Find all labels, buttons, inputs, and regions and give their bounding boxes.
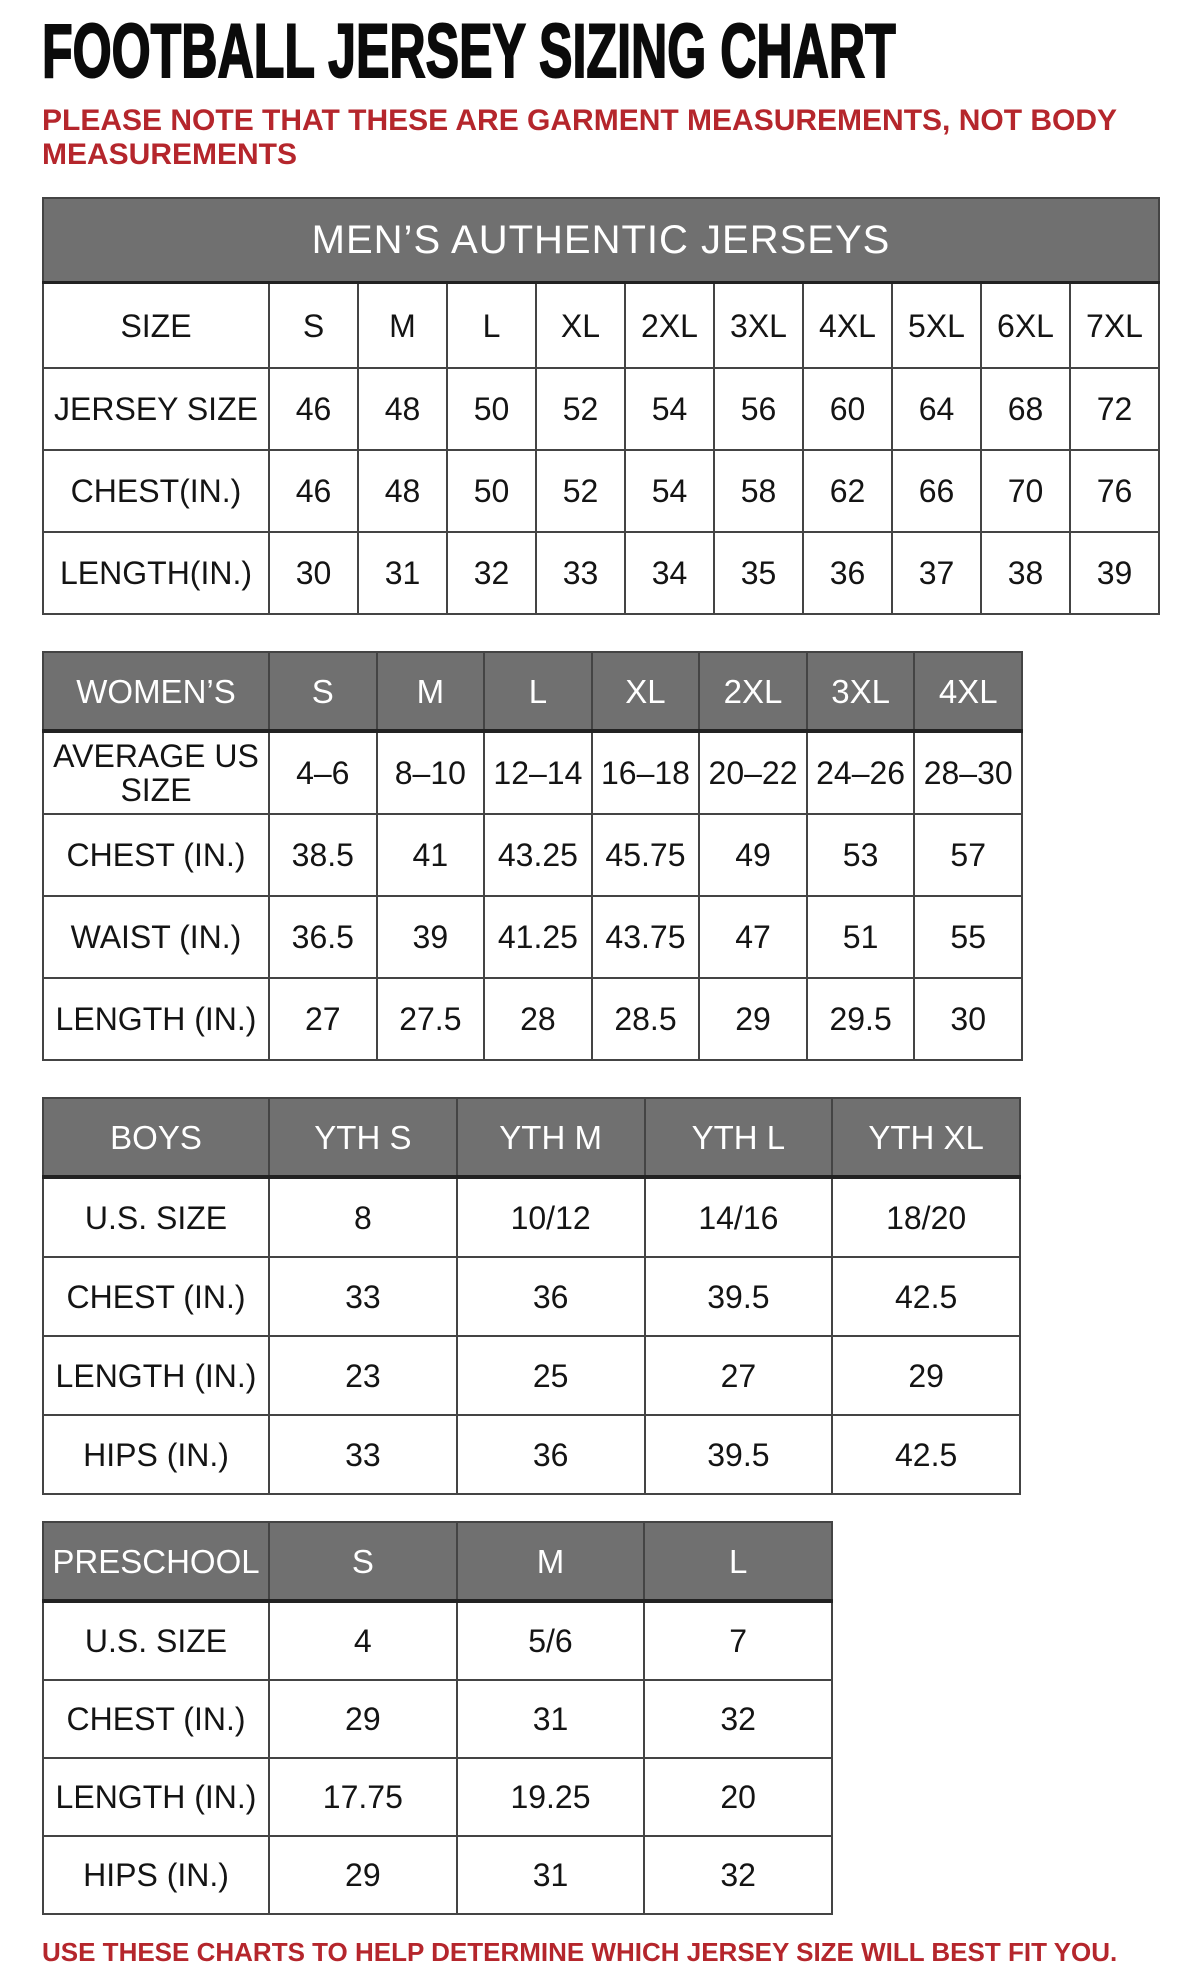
size-cell: 25 — [457, 1336, 645, 1415]
row-label: HIPS (IN.) — [43, 1836, 269, 1914]
size-cell: 28.5 — [592, 978, 700, 1060]
size-cell: 20 — [644, 1758, 832, 1836]
column-header: 4XL — [803, 283, 892, 369]
size-cell: 27.5 — [377, 978, 485, 1060]
page-title: FOOTBALL JERSEY SIZING CHART — [42, 9, 896, 94]
size-cell: 32 — [644, 1836, 832, 1914]
size-cell: 29 — [269, 1680, 457, 1758]
size-cell: 8–10 — [377, 731, 485, 814]
size-cell: 37 — [892, 532, 981, 614]
row-label: CHEST (IN.) — [43, 1257, 269, 1336]
size-cell: 51 — [807, 896, 915, 978]
size-cell: 54 — [625, 368, 714, 450]
size-cell: 33 — [269, 1415, 457, 1494]
row-label: U.S. SIZE — [43, 1601, 269, 1680]
size-cell: 39 — [377, 896, 485, 978]
table-banner: MEN’S AUTHENTIC JERSEYS — [43, 198, 1159, 283]
column-header: S — [269, 652, 377, 731]
size-cell: 33 — [269, 1257, 457, 1336]
size-cell: 29 — [699, 978, 807, 1060]
size-cell: 62 — [803, 450, 892, 532]
size-cell: 32 — [644, 1680, 832, 1758]
size-cell: 66 — [892, 450, 981, 532]
garment-measurement-note: PLEASE NOTE THAT THESE ARE GARMENT MEASUREMENTS, NOT BODY MEASUREMENTS — [42, 104, 1117, 171]
size-cell: 39.5 — [645, 1415, 833, 1494]
size-cell: 27 — [269, 978, 377, 1060]
row-label: JERSEY SIZE — [43, 368, 269, 450]
size-cell: 31 — [457, 1680, 645, 1758]
size-cell: 43.75 — [592, 896, 700, 978]
column-header: 4XL — [914, 652, 1022, 731]
column-header: 6XL — [981, 283, 1070, 369]
size-cell: 60 — [803, 368, 892, 450]
size-cell: 35 — [714, 532, 803, 614]
size-cell: 14/16 — [645, 1177, 833, 1257]
column-header: 2XL — [699, 652, 807, 731]
size-cell: 45.75 — [592, 814, 700, 896]
size-cell: 29 — [269, 1836, 457, 1914]
size-cell: 46 — [269, 450, 358, 532]
size-cell: 48 — [358, 368, 447, 450]
size-cell: 41.25 — [484, 896, 592, 978]
size-cell: 49 — [699, 814, 807, 896]
size-cell: 72 — [1070, 368, 1159, 450]
size-cell: 30 — [269, 532, 358, 614]
size-cell: 54 — [625, 450, 714, 532]
column-header: 5XL — [892, 283, 981, 369]
row-label: LENGTH(IN.) — [43, 532, 269, 614]
size-cell: 27 — [645, 1336, 833, 1415]
size-cell: 42.5 — [832, 1415, 1020, 1494]
size-cell: 52 — [536, 450, 625, 532]
size-cell: 58 — [714, 450, 803, 532]
size-cell: 17.75 — [269, 1758, 457, 1836]
size-cell: 53 — [807, 814, 915, 896]
size-cell: 10/12 — [457, 1177, 645, 1257]
size-cell: 28 — [484, 978, 592, 1060]
size-cell: 8 — [269, 1177, 457, 1257]
column-header: S — [269, 1522, 457, 1601]
column-header: 3XL — [714, 283, 803, 369]
column-header: 7XL — [1070, 283, 1159, 369]
size-cell: 42.5 — [832, 1257, 1020, 1336]
size-cell: 18/20 — [832, 1177, 1020, 1257]
column-header: YTH XL — [832, 1098, 1020, 1177]
row-label: U.S. SIZE — [43, 1177, 269, 1257]
womens-sizing-table — [42, 651, 1023, 1061]
size-cell: 33 — [536, 532, 625, 614]
size-cell: 43.25 — [484, 814, 592, 896]
size-cell: 48 — [358, 450, 447, 532]
size-cell: 76 — [1070, 450, 1159, 532]
size-cell: 31 — [457, 1836, 645, 1914]
size-cell: 36 — [457, 1415, 645, 1494]
size-cell: 36.5 — [269, 896, 377, 978]
size-cell: 39 — [1070, 532, 1159, 614]
column-header: XL — [592, 652, 700, 731]
column-header: PRESCHOOL — [43, 1522, 269, 1601]
size-cell: 38.5 — [269, 814, 377, 896]
column-header: XL — [536, 283, 625, 369]
column-header: YTH L — [645, 1098, 833, 1177]
column-header: L — [644, 1522, 832, 1601]
column-header: YTH S — [269, 1098, 457, 1177]
row-label: AVERAGE US SIZE — [43, 731, 269, 814]
size-cell: 28–30 — [914, 731, 1022, 814]
size-cell: 5/6 — [457, 1601, 645, 1680]
row-label: HIPS (IN.) — [43, 1415, 269, 1494]
size-cell: 68 — [981, 368, 1070, 450]
size-cell: 23 — [269, 1336, 457, 1415]
column-header: M — [377, 652, 485, 731]
size-cell: 29.5 — [807, 978, 915, 1060]
size-cell: 4 — [269, 1601, 457, 1680]
column-header: 2XL — [625, 283, 714, 369]
column-header: S — [269, 283, 358, 369]
size-cell: 64 — [892, 368, 981, 450]
size-cell: 7 — [644, 1601, 832, 1680]
size-cell: 30 — [914, 978, 1022, 1060]
column-header: L — [447, 283, 536, 369]
column-header: BOYS — [43, 1098, 269, 1177]
column-header: WOMEN’S — [43, 652, 269, 731]
size-cell: 12–14 — [484, 731, 592, 814]
row-label: LENGTH (IN.) — [43, 1758, 269, 1836]
size-cell: 47 — [699, 896, 807, 978]
size-cell: 41 — [377, 814, 485, 896]
row-label: CHEST (IN.) — [43, 814, 269, 896]
size-cell: 55 — [914, 896, 1022, 978]
size-cell: 52 — [536, 368, 625, 450]
size-cell: 57 — [914, 814, 1022, 896]
row-label: LENGTH (IN.) — [43, 978, 269, 1060]
column-header: 3XL — [807, 652, 915, 731]
column-header: M — [457, 1522, 645, 1601]
row-label: CHEST(IN.) — [43, 450, 269, 532]
preschool-sizing-table — [42, 1521, 833, 1915]
size-cell: 31 — [358, 532, 447, 614]
size-cell: 20–22 — [699, 731, 807, 814]
size-cell: 36 — [803, 532, 892, 614]
row-label: WAIST (IN.) — [43, 896, 269, 978]
column-header: M — [358, 283, 447, 369]
size-cell: 39.5 — [645, 1257, 833, 1336]
size-cell: 32 — [447, 532, 536, 614]
column-header: SIZE — [43, 283, 269, 369]
size-cell: 29 — [832, 1336, 1020, 1415]
footer-note: USE THESE CHARTS TO HELP DETERMINE WHICH JERSEY SIZE WILL BEST FIT YOU. — [42, 1937, 1118, 1968]
size-cell: 16–18 — [592, 731, 700, 814]
mens-authentic-jerseys-table — [42, 197, 1160, 615]
row-label: LENGTH (IN.) — [43, 1336, 269, 1415]
size-cell: 24–26 — [807, 731, 915, 814]
size-cell: 36 — [457, 1257, 645, 1336]
row-label: CHEST (IN.) — [43, 1680, 269, 1758]
column-header: L — [484, 652, 592, 731]
size-cell: 70 — [981, 450, 1070, 532]
column-header: YTH M — [457, 1098, 645, 1177]
size-cell: 19.25 — [457, 1758, 645, 1836]
boys-sizing-table — [42, 1097, 1021, 1495]
size-cell: 50 — [447, 368, 536, 450]
size-cell: 46 — [269, 368, 358, 450]
size-cell: 50 — [447, 450, 536, 532]
size-cell: 34 — [625, 532, 714, 614]
size-cell: 38 — [981, 532, 1070, 614]
size-cell: 56 — [714, 368, 803, 450]
size-cell: 4–6 — [269, 731, 377, 814]
